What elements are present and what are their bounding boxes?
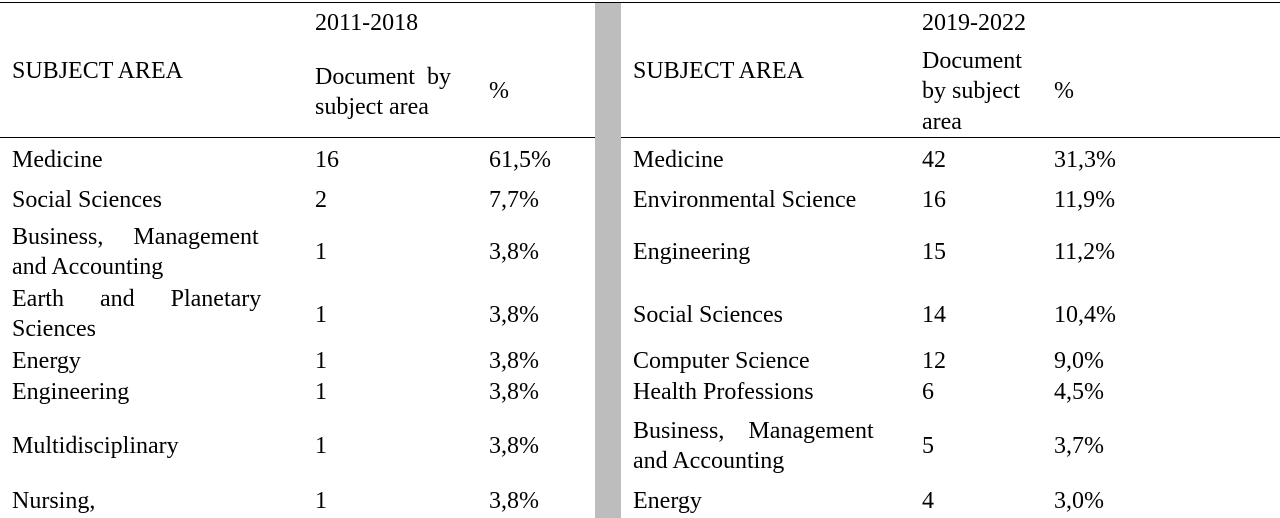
right-row-pct: 11,9%	[1054, 187, 1116, 213]
column-divider	[595, 3, 621, 518]
right-row-pct: 3,0%	[1054, 488, 1104, 514]
right-row-pct: 9,0%	[1054, 348, 1104, 374]
right-row-pct: 10,4%	[1054, 302, 1116, 328]
right-row-subject: Medicine	[633, 147, 724, 173]
right-period-header: 2019-2022	[922, 10, 1026, 36]
right-row-docs: 15	[922, 239, 946, 265]
right-row-subject: Energy	[633, 488, 702, 514]
right-docs-header-line2: by subject	[922, 78, 1020, 104]
left-row-docs: 1	[315, 488, 327, 514]
right-row-docs: 6	[922, 379, 934, 405]
left-docs-header-line1: Document by	[315, 64, 451, 90]
left-period-header: 2011-2018	[315, 10, 419, 36]
right-row-docs: 12	[922, 348, 946, 374]
left-row-docs: 16	[315, 147, 339, 173]
left-row-subject: Energy	[12, 348, 81, 374]
left-row-pct: 7,7%	[489, 187, 539, 213]
left-subject-header: SUBJECT AREA	[12, 58, 183, 84]
left-row-subject: Medicine	[12, 147, 103, 173]
right-row-pct: 4,5%	[1054, 379, 1104, 405]
left-row-docs: 1	[315, 433, 327, 459]
left-row-pct: 3,8%	[489, 488, 539, 514]
left-pct-header: %	[489, 78, 509, 104]
left-row-subject: Multidisciplinary	[12, 433, 179, 459]
right-row-subject: Social Sciences	[633, 302, 783, 328]
right-docs-header-line1: Document	[922, 48, 1022, 74]
right-docs-header-line3: area	[922, 109, 962, 135]
left-row-pct: 61,5%	[489, 147, 551, 173]
top-rule	[0, 2, 1280, 3]
left-row-pct: 3,8%	[489, 348, 539, 374]
left-row-subject-line2: Sciences	[12, 316, 96, 342]
left-row-subject-line1: Earth and Planetary	[12, 286, 262, 312]
right-subject-header: SUBJECT AREA	[633, 58, 804, 84]
left-row-subject-line1: Business, Management	[12, 224, 259, 250]
right-row-subject: Environmental Science	[633, 187, 857, 213]
right-row-subject: Computer Science	[633, 348, 810, 374]
header-rule	[0, 137, 1280, 138]
left-row-subject: Nursing,	[12, 488, 96, 514]
left-row-docs: 2	[315, 187, 327, 213]
right-row-subject: Engineering	[633, 239, 751, 265]
left-row-pct: 3,8%	[489, 239, 539, 265]
left-row-subject-line2: and Accounting	[12, 254, 164, 280]
left-row-pct: 3,8%	[489, 433, 539, 459]
left-row-pct: 3,8%	[489, 302, 539, 328]
right-row-docs: 14	[922, 302, 946, 328]
left-docs-header-line2: subject area	[315, 94, 429, 120]
right-row-subject: Health Professions	[633, 379, 814, 405]
right-row-pct: 3,7%	[1054, 433, 1104, 459]
left-row-docs: 1	[315, 348, 327, 374]
left-row-docs: 1	[315, 379, 327, 405]
left-row-docs: 1	[315, 239, 327, 265]
left-row-subject: Social Sciences	[12, 187, 162, 213]
left-row-subject: Engineering	[12, 379, 130, 405]
right-row-pct: 11,2%	[1054, 239, 1116, 265]
right-row-docs: 4	[922, 488, 934, 514]
right-row-subject-line1: Business, Management	[633, 418, 874, 444]
left-row-pct: 3,8%	[489, 379, 539, 405]
right-pct-header: %	[1054, 78, 1074, 104]
right-row-docs: 16	[922, 187, 946, 213]
left-row-docs: 1	[315, 302, 327, 328]
right-row-docs: 5	[922, 433, 934, 459]
right-row-pct: 31,3%	[1054, 147, 1116, 173]
right-row-docs: 42	[922, 147, 946, 173]
right-row-subject-line2: and Accounting	[633, 448, 785, 474]
